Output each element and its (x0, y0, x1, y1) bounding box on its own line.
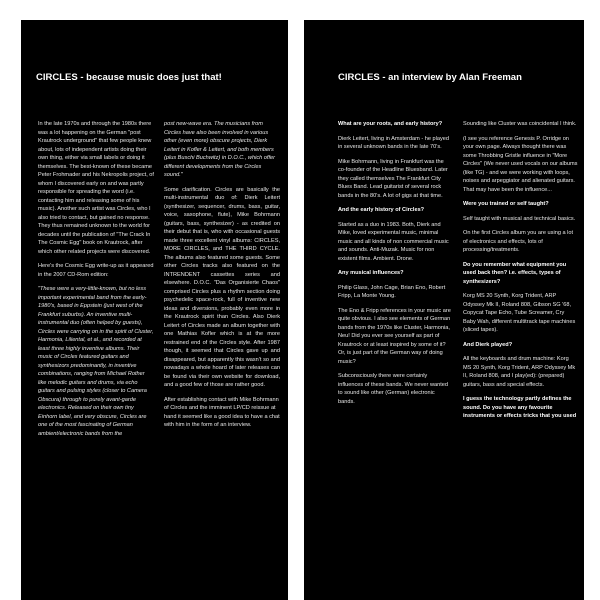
right-column-1 (338, 120, 453, 427)
paragraph: Dierk Leitert, living in Amsterdam - he played in several unknown bands in the late 70's. (338, 135, 449, 150)
interview-question: Any musical influences? (338, 270, 404, 276)
paragraph: In the late 1970s and through the 1980s there was a lot happening on the German "post Krautrock underground" that few people knew about, lots of independent artists doing their own thing, either via small labels or doing it themselves. The best-known of these became Peter Frohmader and his Nekropolis project, of whom I discovered early on and was partly responsible for spreading the word (i.e. contacting him and releasing some of his music). Another such artist was Circles, who I also tried to contact, but gained no response. They thus remained unknown to the world for decades until the publication of "The Crack In The Cosmic Egg" book on Krautrock, after which other related projects were discovered. (38, 121, 154, 255)
interview-question: And the early history of Circles? (338, 207, 425, 213)
left-page (21, 20, 288, 600)
paragraph: Subconsciously there were certainly influences of these bands. We never wanted to sound like other (German) electronic bands. (338, 373, 448, 405)
paragraph: Some clarification. Circles are basically the multi-instrumental duo of: Dierk Leitert (synthesizer, sequencer, drums, bass, guitar, voice, saxophone, flute), Mike Bohrmann (guitars, bass, synthesizer) - as credited on their debut that is, who with occasional guests made three excellent vinyl albums: CIRCLES, MORE CIRCLES, and THE THIRD CYCLE. The albums also featured some guests. Some other Circles tracks also featured on the INTRENDENT cassettes series and elsewhere. D.O.C. "Das Organisierte Chaos" comprised Circles plus a rhythm section doing psychedelic space-rock, full of inventive new ideas and diversions, probably even more in the Krautrock spirit than Circles. Also Dierk Leitert of Circles made an album together with one Mathias Kofler which is at the more restrained end of the Circles style. After 1987 though, it seemed that Circles gave up and disappeared, but apparently this wasn't so and nowadays a whole hoard of later releases can be found via their own website for download, and a good few of those are rather good. (164, 186, 280, 388)
interview-question: Do you remember what equipment you used back then? i.e. effects, types of synthesizers? (463, 261, 567, 285)
paragraph: After establishing contact with Mike Bohrmann of Circles and the imminent LP/CD reissue at hand it seemed like a good idea to have a chat with him in the form of an interview. (164, 396, 280, 428)
paragraph: All the keyboards and drum machine: Korg MS 20 Synth, Korg Trident, ARP Odyssey Mk II, Roland 808, and I play(ed): (prepared) guitars, bass and special effects. (463, 356, 576, 388)
interview-question: And Dierk played? (463, 341, 513, 348)
paragraph: Self taught with musical and technical basics. (463, 215, 576, 222)
paragraph: Sounding like Cluster was coincidental I think. (463, 121, 577, 127)
right-page-columns (338, 120, 578, 427)
interview-question: Were you trained or self taught? (463, 201, 549, 207)
paragraph: Philip Glass, John Cage, Brian Eno, Robert Fripp, La Monte Young. (338, 284, 446, 299)
interview-question: I guess the technology partly defines the sound. Do you have any favourite instruments or effects tricks that you used (463, 396, 577, 419)
paragraph: "These were a very-little-known, but no less important experimental band from the early-1980's, based in Eppstein (just west of the Frankfurt suburbs). An inventive multi-instrumental duo (often helped by guests), Circles were carrying on in the spirit of Cluster, Harmonia, Liliental, et al., and recorded at least three highly inventive albums. Their music of Circles featured guitars and synthesizors predominantly, in inventive combinations, ranging from Michael Rother like melodic guitars and drums, via echo guitars and pulsing styles (closer to Camera Obscura) through to purely avant-garde electronics. Released on their own tiny Einhorn label, and very obscure, Circles are one of the most fascinating of German ambient/electronic bands from the (38, 286, 154, 437)
paragraph: (I see you reference Genesis P. Orridge on your own page. Always thought there was some Throbbing Gristle influence in "More Circles" (We never used vocals on our albums (like TG) - and we were working with loops, noises and arpeggiator and alienated guitars. That may have been the influence... (463, 135, 578, 193)
interview-question: What are your roots, and early history? (338, 121, 443, 127)
left-page-title: CIRCLES - because music does just that! (36, 72, 222, 83)
paragraph: Korg MS 20 Synth, Korg Trident, ARP Odyssey Mk II, Roland 808, Gibson SG '68, Copycat Tape Echo, Tube Screamer, Cry Baby Wah, different multitrack tape machines (sliced tapes). (463, 293, 576, 333)
left-page-columns (38, 120, 280, 444)
paragraph: On the first Circles album you are using a lot of electronics and effects, lots of processing/treatments. (463, 230, 574, 253)
right-page-title: CIRCLES - an interview by Alan Freeman (338, 72, 522, 83)
paragraph: Here's the Cosmic Egg write-up as it appeared in the 2007 CD-Rom edition: (38, 263, 154, 278)
paragraph: Started as a duo in 1983. Both, Dierk and Mike, loved experimental music, minimal music and all kinds of non commercial music and sounds. Anti-Muzak. Music for non existent films. Ambient. Drone. (338, 221, 449, 262)
right-page (304, 20, 584, 600)
right-column-2 (463, 120, 578, 427)
paragraph: post new-wave era. The musicians from Circles have also been involved in various other (even more) obscure projects, Dierk Leitert in Kofler & Leitert, and both members (plus Buschi Buchwitz) in D.O.C., which offer different developments from the Circles sound." (164, 121, 275, 178)
left-column-1 (38, 120, 154, 444)
paragraph: Mike Bohrmann, living in Frankfurt was the co-founder of the Headline Bluesband. Later they called themselves The Frankfurt City Blues Band. Lead guitarist of several rock bands in the 80's. A lot of gigs at that time. (338, 158, 448, 199)
paragraph: The Eno & Fripp references in your music are quite obvious. I also see elements of German bands from the 1970s like Cluster, Harmonia, Neu! Did you ever see yourself as part of Krautrock or at least inspired by some of it? Or, is just part of the German way of doing music? (338, 307, 451, 365)
left-column-2 (164, 120, 280, 444)
